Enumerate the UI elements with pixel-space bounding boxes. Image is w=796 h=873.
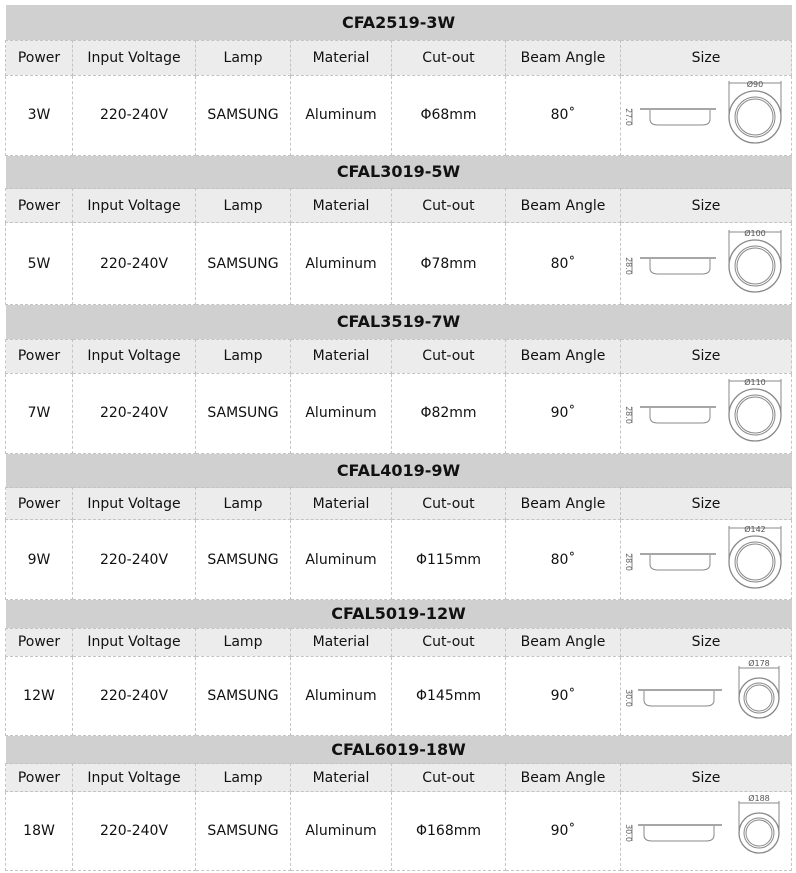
column-header: Beam Angle bbox=[506, 488, 621, 520]
model-title: CFAL5019-12W bbox=[6, 600, 792, 628]
product-table bbox=[5, 600, 792, 736]
column-header: Material bbox=[291, 339, 392, 373]
column-header: Size bbox=[621, 764, 792, 792]
cell-material: Aluminum bbox=[291, 373, 392, 453]
cell-beam: 80˚ bbox=[506, 520, 621, 600]
size-drawing bbox=[621, 75, 792, 155]
column-header: Material bbox=[291, 488, 392, 520]
column-header: Material bbox=[291, 628, 392, 656]
cell-cutout: Φ145mm bbox=[392, 656, 506, 735]
column-header: Material bbox=[291, 189, 392, 223]
diameter-label: Ø142 bbox=[743, 524, 766, 534]
column-header: Lamp bbox=[196, 339, 291, 373]
column-header: Lamp bbox=[196, 764, 291, 792]
cell-voltage: 220-240V bbox=[73, 656, 196, 735]
product-table bbox=[5, 5, 792, 156]
cell-cutout: Φ78mm bbox=[392, 223, 506, 305]
top-view-drawing bbox=[729, 526, 781, 588]
side-view-drawing bbox=[632, 825, 722, 841]
column-header: Beam Angle bbox=[506, 189, 621, 223]
cell-cutout: Φ168mm bbox=[392, 792, 506, 871]
size-drawing bbox=[621, 520, 792, 600]
column-header: Material bbox=[291, 40, 392, 75]
column-header: Cut-out bbox=[392, 40, 506, 75]
column-header: Size bbox=[621, 40, 792, 75]
column-header: Lamp bbox=[196, 628, 291, 656]
cell-lamp: SAMSUNG bbox=[196, 656, 291, 735]
cell-cutout: Φ68mm bbox=[392, 75, 506, 155]
side-view-drawing bbox=[632, 109, 716, 125]
column-header: Input Voltage bbox=[73, 40, 196, 75]
column-header: Size bbox=[621, 628, 792, 656]
model-title: CFAL6019-18W bbox=[6, 736, 792, 764]
cell-material: Aluminum bbox=[291, 75, 392, 155]
height-label: 28.0 bbox=[623, 552, 633, 571]
column-header: Lamp bbox=[196, 488, 291, 520]
cell-voltage: 220-240V bbox=[73, 373, 196, 453]
cell-beam: 80˚ bbox=[506, 223, 621, 305]
diameter-label: Ø90 bbox=[746, 80, 763, 89]
cell-beam: 80˚ bbox=[506, 75, 621, 155]
cell-material: Aluminum bbox=[291, 520, 392, 600]
height-label: 28.0 bbox=[623, 256, 633, 275]
cell-material: Aluminum bbox=[291, 792, 392, 871]
diameter-label: Ø100 bbox=[743, 228, 766, 238]
size-drawing bbox=[621, 373, 792, 453]
column-header: Cut-out bbox=[392, 189, 506, 223]
side-view-drawing bbox=[632, 554, 716, 570]
column-header: Power bbox=[6, 40, 73, 75]
column-header: Power bbox=[6, 488, 73, 520]
column-header: Power bbox=[6, 189, 73, 223]
column-header: Input Voltage bbox=[73, 189, 196, 223]
height-label: 30.0 bbox=[623, 824, 633, 842]
column-header: Size bbox=[621, 488, 792, 520]
top-view-drawing bbox=[729, 81, 781, 143]
spec-sheet bbox=[5, 5, 791, 871]
column-header: Cut-out bbox=[392, 628, 506, 656]
cell-voltage: 220-240V bbox=[73, 792, 196, 871]
column-header: Power bbox=[6, 339, 73, 373]
cell-material: Aluminum bbox=[291, 223, 392, 305]
column-header: Power bbox=[6, 764, 73, 792]
column-header: Input Voltage bbox=[73, 764, 196, 792]
column-header: Size bbox=[621, 189, 792, 223]
column-header: Input Voltage bbox=[73, 488, 196, 520]
cell-power: 9W bbox=[6, 520, 73, 600]
cell-beam: 90˚ bbox=[506, 373, 621, 453]
top-view-drawing bbox=[739, 801, 779, 853]
column-header: Input Voltage bbox=[73, 628, 196, 656]
model-title: CFAL3519-7W bbox=[6, 305, 792, 339]
cell-voltage: 220-240V bbox=[73, 75, 196, 155]
cell-lamp: SAMSUNG bbox=[196, 223, 291, 305]
column-header: Beam Angle bbox=[506, 339, 621, 373]
cell-voltage: 220-240V bbox=[73, 223, 196, 305]
column-header: Cut-out bbox=[392, 488, 506, 520]
cell-power: 12W bbox=[6, 656, 73, 735]
side-view-drawing bbox=[632, 258, 716, 274]
column-header: Beam Angle bbox=[506, 764, 621, 792]
cell-cutout: Φ82mm bbox=[392, 373, 506, 453]
cell-beam: 90˚ bbox=[506, 656, 621, 735]
product-table bbox=[5, 305, 792, 454]
diameter-label: Ø188 bbox=[747, 795, 770, 803]
cell-lamp: SAMSUNG bbox=[196, 75, 291, 155]
column-header: Beam Angle bbox=[506, 40, 621, 75]
cell-power: 18W bbox=[6, 792, 73, 871]
cell-voltage: 220-240V bbox=[73, 520, 196, 600]
size-drawing bbox=[621, 656, 792, 735]
cell-power: 5W bbox=[6, 223, 73, 305]
column-header: Cut-out bbox=[392, 339, 506, 373]
cell-lamp: SAMSUNG bbox=[196, 792, 291, 871]
cell-cutout: Φ115mm bbox=[392, 520, 506, 600]
column-header: Lamp bbox=[196, 40, 291, 75]
column-header: Lamp bbox=[196, 189, 291, 223]
product-table bbox=[5, 454, 792, 601]
product-table bbox=[5, 736, 792, 872]
height-label: 28.0 bbox=[623, 406, 633, 424]
size-drawing bbox=[621, 792, 792, 871]
cell-power: 7W bbox=[6, 373, 73, 453]
column-header: Material bbox=[291, 764, 392, 792]
diameter-label: Ø110 bbox=[743, 378, 766, 387]
side-view-drawing bbox=[632, 690, 722, 706]
column-header: Input Voltage bbox=[73, 339, 196, 373]
column-header: Cut-out bbox=[392, 764, 506, 792]
side-view-drawing bbox=[632, 407, 716, 423]
cell-material: Aluminum bbox=[291, 656, 392, 735]
cell-lamp: SAMSUNG bbox=[196, 373, 291, 453]
height-label: 27.0 bbox=[623, 108, 633, 126]
cell-beam: 90˚ bbox=[506, 792, 621, 871]
product-table bbox=[5, 156, 792, 306]
top-view-drawing bbox=[729, 230, 781, 292]
column-header: Beam Angle bbox=[506, 628, 621, 656]
model-title: CFAL4019-9W bbox=[6, 454, 792, 488]
model-title: CFAL3019-5W bbox=[6, 156, 792, 189]
cell-lamp: SAMSUNG bbox=[196, 520, 291, 600]
top-view-drawing bbox=[739, 666, 779, 718]
model-title: CFA2519-3W bbox=[6, 5, 792, 40]
cell-power: 3W bbox=[6, 75, 73, 155]
column-header: Power bbox=[6, 628, 73, 656]
top-view-drawing bbox=[729, 379, 781, 441]
height-label: 30.0 bbox=[623, 688, 633, 707]
diameter-label: Ø178 bbox=[747, 659, 770, 668]
column-header: Size bbox=[621, 339, 792, 373]
size-drawing bbox=[621, 223, 792, 305]
